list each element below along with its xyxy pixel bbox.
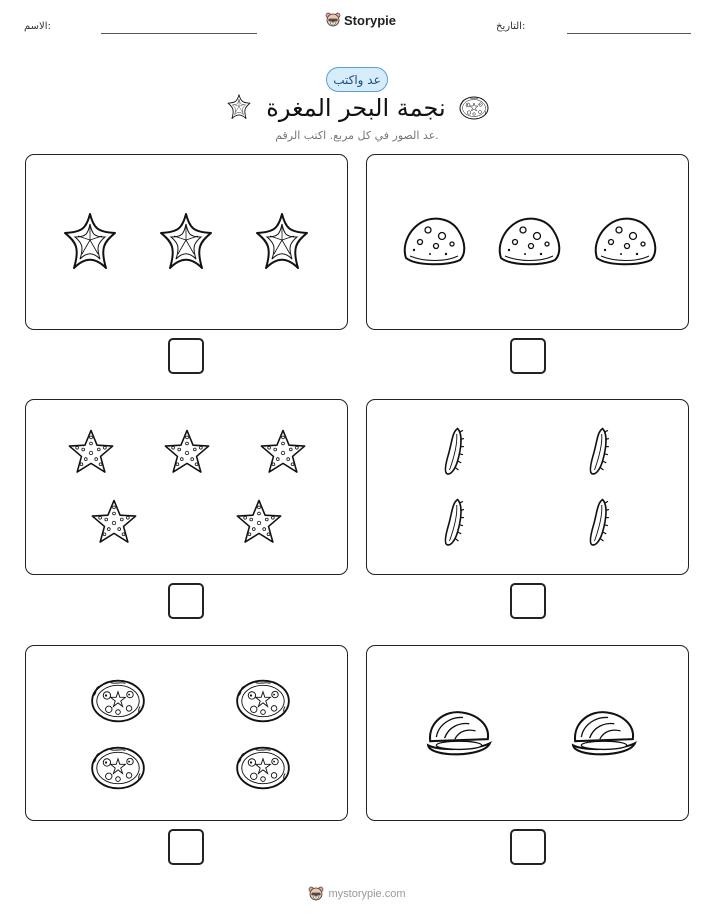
date-write-line[interactable] (567, 33, 691, 34)
counting-panel-spotted-starfish (25, 399, 348, 575)
spotted-starfish-icon (92, 500, 135, 542)
activity-badge: عد واكتب (326, 67, 388, 92)
starfish-icon (224, 93, 254, 123)
counting-panel-starfish (25, 154, 348, 330)
brand-logo (325, 12, 396, 28)
clam-icon (573, 712, 635, 754)
coral-rock-icon (500, 219, 559, 265)
spotted-starfish-icon (261, 430, 304, 472)
starfish-icon (257, 214, 307, 268)
sea-cucumber-icon (445, 429, 463, 474)
starfish-illustrations (26, 155, 349, 331)
footer-url: mystorypie.com (328, 888, 406, 900)
coral-rock-illustrations (367, 155, 690, 331)
counting-panel-coral-nests (25, 645, 348, 821)
instructions-text: عد الصور في كل مربع. اكتب الرقم. (275, 129, 439, 142)
bear-mascot-icon (325, 12, 341, 28)
name-write-line[interactable] (101, 33, 257, 34)
spotted-starfish-icon (165, 430, 208, 472)
coral-nest-icon (92, 748, 144, 789)
starfish-icon (161, 214, 211, 268)
spotted-starfish-illustrations (26, 400, 349, 576)
coral-nest-icon (237, 681, 289, 722)
counting-panel-sea-cucumbers (366, 399, 689, 575)
worksheet-header (0, 0, 714, 50)
page-title: نجمة البحر المغرة (266, 94, 446, 122)
answer-box-clams[interactable] (510, 829, 546, 865)
coral-nest-icon (237, 748, 289, 789)
counting-panel-coral-rocks (366, 154, 689, 330)
answer-box-spotted-starfish[interactable] (168, 583, 204, 619)
coral-rock-icon (596, 219, 655, 265)
coral-rock-icon (405, 219, 464, 265)
clam-icon (428, 712, 490, 754)
answer-box-coral-rocks[interactable] (510, 338, 546, 374)
sea-cucumber-icon (445, 500, 463, 545)
brand-name: Storypie (344, 12, 397, 28)
spotted-starfish-icon (69, 430, 112, 472)
coral-nest-icon (92, 681, 144, 722)
answer-box-sea-cucumbers[interactable] (510, 583, 546, 619)
coral-nest-icon (458, 94, 490, 122)
starfish-icon (65, 214, 115, 268)
sea-cucumber-icon (590, 429, 608, 474)
sea-cucumber-icon (590, 500, 608, 545)
counting-panel-clams (366, 645, 689, 821)
clam-illustrations (367, 646, 690, 822)
bear-mascot-icon (308, 886, 324, 902)
page-footer (0, 886, 714, 902)
worksheet-title (200, 90, 514, 126)
date-label: التاريخ: (496, 21, 526, 32)
name-label: الاسم: (24, 21, 51, 32)
spotted-starfish-icon (237, 500, 280, 542)
coral-nest-illustrations (26, 646, 349, 822)
answer-box-starfish[interactable] (168, 338, 204, 374)
sea-cucumber-illustrations (367, 400, 690, 576)
answer-box-coral-nests[interactable] (168, 829, 204, 865)
